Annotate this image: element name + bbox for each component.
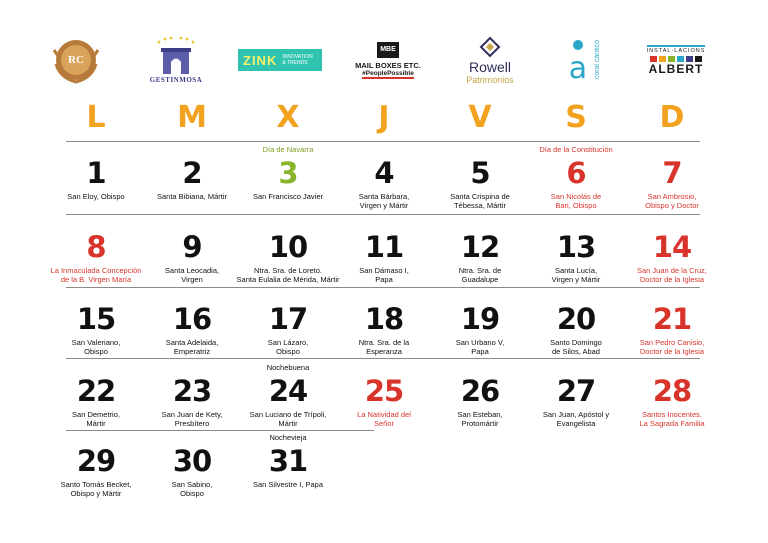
logo-albert-text: ALBERT	[648, 61, 704, 76]
day-saint: San Juan de Kety, Presbítero	[161, 410, 223, 428]
day-saint: San Juan de la Cruz, Doctor de la Iglesia	[636, 266, 708, 284]
day-number: 8	[86, 230, 106, 264]
day-cell	[624, 362, 720, 430]
day-saint: San Lázaro, Obispo	[267, 338, 309, 356]
svg-text:RC: RC	[68, 54, 84, 66]
logo-gestinmosa-text: GESTINMOSA	[149, 76, 203, 84]
day-number: 15	[76, 302, 116, 336]
week-divider	[66, 430, 374, 431]
day-observance: Nochebuena	[266, 363, 310, 372]
weekday-monday: L	[86, 100, 106, 135]
logo-gestinmosa	[146, 30, 206, 90]
day-saint: Santa Bibiana, Mártir	[156, 192, 228, 201]
day-number: 3	[278, 156, 298, 190]
sponsor-logos	[0, 30, 768, 92]
day-number: 16	[172, 302, 212, 336]
day-number: 25	[364, 374, 404, 408]
day-observance: Día de Navarra	[262, 145, 314, 154]
day-saint: San Luciano de Trípoli, Mártir	[249, 410, 327, 428]
day-number: 13	[556, 230, 596, 264]
logo-zink	[238, 30, 322, 90]
logo-coral-text: coral cántico	[593, 40, 601, 80]
logo-mbe	[350, 30, 426, 90]
logo-coral-cantico	[556, 30, 606, 90]
day-number: 10	[268, 230, 308, 264]
day-saint: Santo Tomás Becket, Obispo y Mártir	[60, 480, 132, 498]
weekday-header	[0, 100, 768, 136]
day-saint: La Natividad del Señor	[357, 410, 411, 428]
day-number: 1	[86, 156, 106, 190]
day-number: 27	[556, 374, 596, 408]
day-saint: San Ambrosio, Obispo y Doctor	[645, 192, 699, 210]
day-saint: San Pedro Canisio, Doctor de la Iglesia	[639, 338, 705, 356]
day-saint: Santa Lucía, Virgen y Mártir	[551, 266, 601, 284]
day-saint: San Eloy, Obispo	[67, 192, 125, 201]
day-number: 19	[460, 302, 500, 336]
day-number: 9	[182, 230, 202, 264]
day-saint: Santo Domingo de Silos, Abad	[550, 338, 602, 356]
weekday-tuesday: M	[177, 100, 207, 135]
diamond-icon	[478, 36, 502, 60]
day-observance: Día de la Constitución	[539, 145, 613, 154]
day-number: 29	[76, 444, 116, 478]
weekday-sunday: D	[659, 100, 685, 135]
logo-rowell-text: Rowell	[468, 58, 511, 75]
day-number: 23	[172, 374, 212, 408]
day-cell	[48, 144, 144, 212]
day-saint: San Esteban, Protomártir	[457, 410, 503, 428]
day-saint: San Dámaso I, Papa	[359, 266, 409, 284]
week-divider	[66, 287, 700, 288]
day-number: 2	[182, 156, 202, 190]
week-divider	[66, 214, 700, 215]
logo-mbe-tagline: #PeoplePossible	[362, 69, 414, 77]
coral-a-icon	[562, 38, 594, 82]
logo-ayuda-hermano	[48, 30, 104, 90]
weekday-thursday: J	[378, 100, 390, 135]
day-saint: Santa Bárbara, Virgen y Mártir	[358, 192, 410, 210]
day-number: 5	[470, 156, 490, 190]
logo-albert	[636, 30, 716, 90]
logo-zink-box	[238, 49, 322, 71]
weekday-wednesday: X	[276, 100, 300, 135]
day-number: 17	[268, 302, 308, 336]
day-saint: Ntra. Sra. de Loreto. Santa Eulalia de Mérida, Mártir	[236, 266, 340, 284]
seal-icon	[50, 34, 102, 86]
day-number: 22	[76, 374, 116, 408]
day-number: 30	[172, 444, 212, 478]
day-saint: Ntra. Sra. de la Esperanza	[358, 338, 410, 356]
day-cell	[240, 432, 336, 500]
day-number: 18	[364, 302, 404, 336]
day-saint: San Sabino, Obispo	[171, 480, 213, 498]
day-saint: San Juan, Apóstol y Evangelista	[542, 410, 610, 428]
arch-icon	[151, 36, 201, 76]
logo-mbe-text: MAIL BOXES ETC.	[355, 60, 421, 70]
day-observance: Nochevieja	[269, 433, 307, 442]
day-number: 31	[268, 444, 308, 478]
day-number: 7	[662, 156, 682, 190]
logo-albert-tagline: INSTAL·LACIONS	[647, 45, 706, 54]
day-number: 12	[460, 230, 500, 264]
day-saint: San Nicolás de Bari, Obispo	[550, 192, 602, 210]
day-saint: Ntra. Sra. de Guadalupe	[458, 266, 502, 284]
day-number: 24	[268, 374, 308, 408]
day-saint: San Valeriano, Obispo	[71, 338, 121, 356]
day-cell	[624, 218, 720, 286]
logo-zink-tagline: INNOVATION & TRENDS	[282, 54, 313, 66]
day-cell	[624, 144, 720, 212]
day-saint: Santa Leocadia, Virgen	[164, 266, 220, 284]
day-saint: San Silvestre I, Papa	[252, 480, 324, 489]
day-number: 20	[556, 302, 596, 336]
day-number: 14	[652, 230, 692, 264]
day-number: 4	[374, 156, 394, 190]
week-divider	[66, 141, 700, 142]
day-saint: Santos Inocentes. La Sagrada Familia	[639, 410, 705, 428]
day-cell	[144, 432, 240, 500]
logo-zink-wordmark: ZINK	[243, 52, 278, 68]
day-saint: Santa Crispina de Tébessa, Mártir	[450, 192, 510, 210]
weekday-friday: V	[468, 100, 492, 135]
day-cell	[144, 144, 240, 212]
day-number: 6	[566, 156, 586, 190]
day-number: 11	[364, 230, 404, 264]
logo-rowell	[452, 30, 528, 90]
day-number: 28	[652, 374, 692, 408]
day-saint: Santa Adelaida, Emperatriz	[165, 338, 219, 356]
day-saint: San Urbano V, Papa	[455, 338, 505, 356]
day-cell	[624, 290, 720, 358]
svg-text:a: a	[568, 51, 587, 82]
week-divider	[66, 358, 700, 359]
weekday-saturday: S	[565, 100, 587, 135]
day-saint: San Demetrio, Mártir	[72, 410, 120, 428]
day-saint: San Francisco Javier	[252, 192, 324, 201]
logo-rowell-tagline: Patrimonios	[466, 74, 514, 85]
logo-mbe-badge: MBE	[377, 42, 399, 58]
day-number: 26	[460, 374, 500, 408]
day-number: 21	[652, 302, 692, 336]
day-saint: La Inmaculada Concepción de la B. Virgen María	[50, 266, 142, 284]
